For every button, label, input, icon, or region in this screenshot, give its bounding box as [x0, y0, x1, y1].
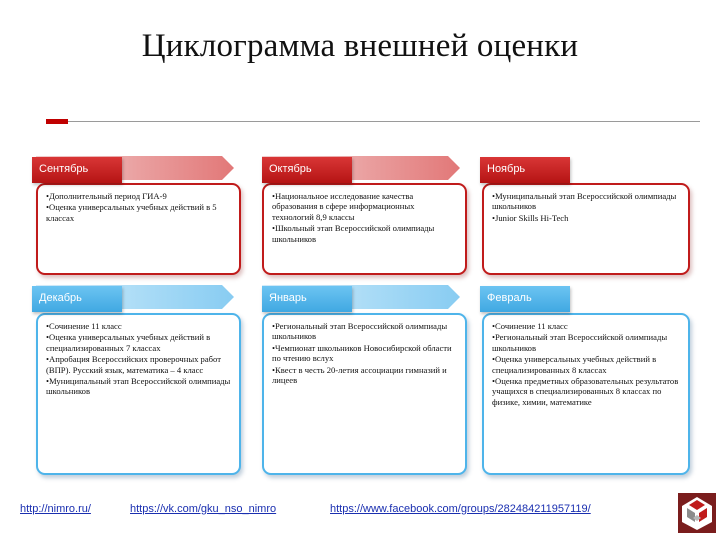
- list-item: •Национальное исследование качества образования в сфере информационных технологий 8,9 классы: [272, 191, 415, 222]
- list-item: •Апробация Всероссийских проверочных работ (ВПР). Русский язык, математика – 4 класс: [46, 354, 221, 375]
- month-header-january: Январь: [262, 286, 352, 312]
- list-item: •Дополнительный период ГИА-9: [46, 191, 167, 201]
- month-box-october: [262, 183, 467, 275]
- list-item: •Junior Skills Hi-Tech: [492, 212, 569, 223]
- month-header-november: Ноябрь: [480, 157, 570, 183]
- list-item: •Чемпионат школьников Новосибирской области по чтению вслух: [272, 342, 452, 364]
- list-item: •Оценка универсальных учебных действий в 5 классах: [46, 202, 217, 223]
- month-header-september: Сентябрь: [32, 157, 122, 183]
- link-facebook[interactable]: https://www.facebook.com/groups/282484211957119/: [330, 503, 591, 515]
- month-box-september: [36, 183, 241, 275]
- list-item: •Муниципальный этап Всероссийской олимпиады школьников: [492, 191, 677, 212]
- list-item: •Оценка предметных образовательных результатов учащихся в специализированных 8 классах по физике, химии, математике: [492, 376, 679, 407]
- month-box-january: [262, 313, 467, 475]
- month-box-december: [36, 313, 241, 475]
- list-item: •Квест в честь 20-летия ассоциации гимназий и лицеев: [272, 364, 447, 386]
- month-header-december: Декабрь: [32, 286, 122, 312]
- list-item: •Сочинение 11 класс: [492, 321, 568, 331]
- list-item: •Региональный этап Всероссийской олимпиады школьников: [272, 321, 448, 342]
- title-rule-accent: [46, 119, 68, 124]
- month-header-february: Февраль: [480, 286, 570, 312]
- link-nimro[interactable]: http://nimro.ru/: [20, 503, 91, 515]
- slide-title: Циклограмма внешней оценки: [141, 28, 579, 64]
- logo-icon: [678, 493, 716, 533]
- list-item: •Оценка универсальных учебных действий в специализированных 8 классах: [492, 354, 657, 375]
- list-item: •Региональный этап Всероссийской олимпиады школьников: [492, 332, 668, 353]
- title-rule: [68, 121, 700, 122]
- link-vk[interactable]: https://vk.com/gku_nso_nimro: [130, 503, 277, 515]
- month-box-february: [482, 313, 690, 475]
- month-header-october: Октябрь: [262, 157, 352, 183]
- month-box-november: [482, 183, 690, 275]
- list-item: •Муниципальный этап Всероссийской олимпиады школьников: [46, 376, 231, 397]
- list-item: •Оценка универсальных учебных действий в специализированных 7 классах: [46, 332, 211, 353]
- footer-links: [0, 503, 680, 519]
- list-item: •Школьный этап Всероссийской олимпиады школьников: [272, 223, 435, 244]
- list-item: •Сочинение 11 класс: [46, 321, 122, 331]
